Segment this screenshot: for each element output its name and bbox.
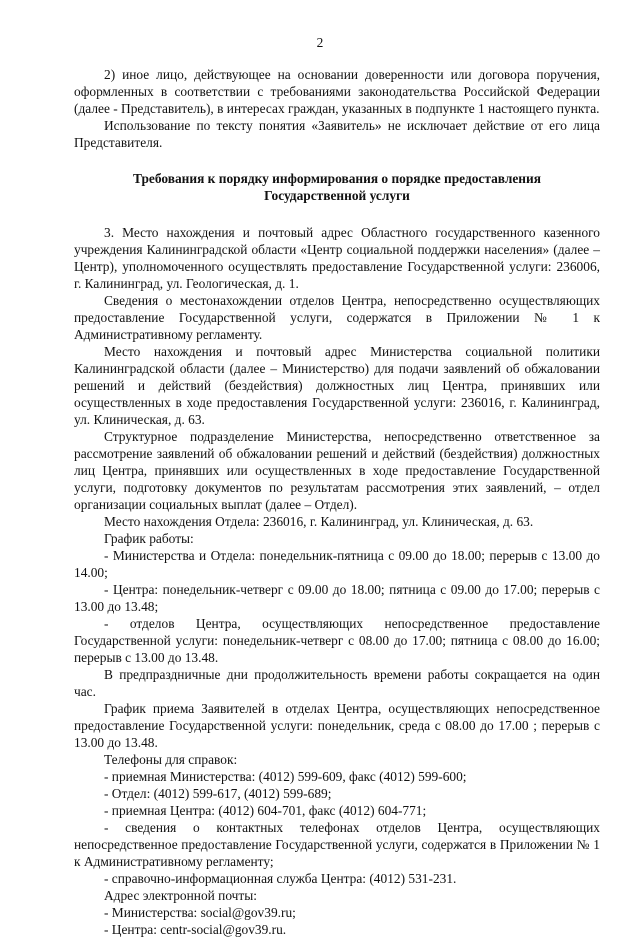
paragraph-representative: 2) иное лицо, действующее на основании доверенности или договора поручения, оформленных в соответствии с требованиями законодательства Российской Федерации (далее - Представитель), в интересах граждан, указанных в подпункте 1 настоящего пункта. [74,67,600,116]
phone-item-departments-info: - сведения о контактных телефонах отделов Центра, осуществляющих непосредственное предоставление Государственной услуги, содержатся в Приложении № 1 к Административному регламенту; [74,820,600,869]
schedule-item-departments: - отделов Центра, осуществляющих непосредственное предоставление Государственной услуги: понедельник-четверг с 08.00 до 17.00; пятница с 08.00 до 16.00; перерыв с 13.00 до 13.48. [74,616,600,665]
document-body [74,66,600,938]
schedule-item-center: - Центра: понедельник-четверг с 09.00 до 18.00; пятница с 09.00 до 17.00; перерыв с 13.00 до 13.48; [74,582,600,614]
phone-item-center: - приемная Центра: (4012) 604-701, факс (4012) 604-771; [104,803,427,818]
email-title: Адрес электронной почты: [104,888,257,903]
section-heading [74,170,600,204]
paragraph-department-location: Место нахождения Отдела: 236016, г. Калининград, ул. Клиническая, д. 63. [104,514,534,529]
phone-item-info-service: - справочно-информационная служба Центра: (4012) 531-231. [104,871,457,886]
section-heading-line2: Государственной услуги [264,188,410,203]
paragraph-holidays: В предпраздничные дни продолжительность времени работы сокращается на один час. [74,667,600,699]
email-item-ministry: - Министерства: social@gov39.ru; [104,905,296,920]
paragraph-reception-schedule: График приема Заявителей в отделах Центра, осуществляющих непосредственное предоставление Государственной услуги: понедельник, среда с 08.00 до 17.00 ; перерыв с 13.00 до 13.48. [74,701,600,750]
paragraph-departments-info: Сведения о местонахождении отделов Центра, непосредственно осуществляющих предоставление Государственной услуги, содержатся в Приложении № 1 к Административному регламенту. [74,293,600,342]
section-heading-line1: Требования к порядку информирования о порядке предоставления [133,171,541,186]
paragraph-applicant-usage: Использование по тексту понятия «Заявитель» не исключает действие от его лица Представителя. [74,118,600,150]
phone-item-department: - Отдел: (4012) 599-617, (4012) 599-689; [104,786,332,801]
phone-item-ministry: - приемная Министерства: (4012) 599-609, факс (4012) 599-600; [104,769,467,784]
paragraph-center-location: 3. Место нахождения и почтовый адрес Областного государственного казенного учреждения Калининградской области «Центр социальной поддержки населения» (далее – Центр), уполномоченного осуществлять предоставление Государственной услуги: 236006, г. Калининград, ул. Геологическая, д. 1. [74,225,600,291]
email-item-center: - Центра: centr-social@gov39.ru. [104,922,287,937]
page-number: 2 [316,35,324,50]
schedule-title: График работы: [104,531,194,546]
schedule-item-ministry: - Министерства и Отдела: понедельник-пятница с 09.00 до 18.00; перерыв с 13.00 до 14.00; [74,548,600,580]
paragraph-subdivision: Структурное подразделение Министерства, непосредственно ответственное за рассмотрение заявлений об обжаловании решений и действий (бездействия) должностных лиц Центра, принявших или осуществленных в ходе предоставление Государственной услуги, подготовку документов по результатам рассмотрения этих заявлений, – отдел организации социальных выплат (далее – Отдел). [74,429,600,512]
phones-title: Телефоны для справок: [104,752,238,767]
paragraph-ministry-location: Место нахождения и почтовый адрес Министерства социальной политики Калининградской области (далее – Министерство) для подачи заявлений об обжаловании решений и действий (бездействия) должностных лиц Центра, принявших или осуществленных в ходе предоставления Государственной услуги: 236016, г. Калининград, ул. Клиническая, д. 63. [74,344,600,427]
